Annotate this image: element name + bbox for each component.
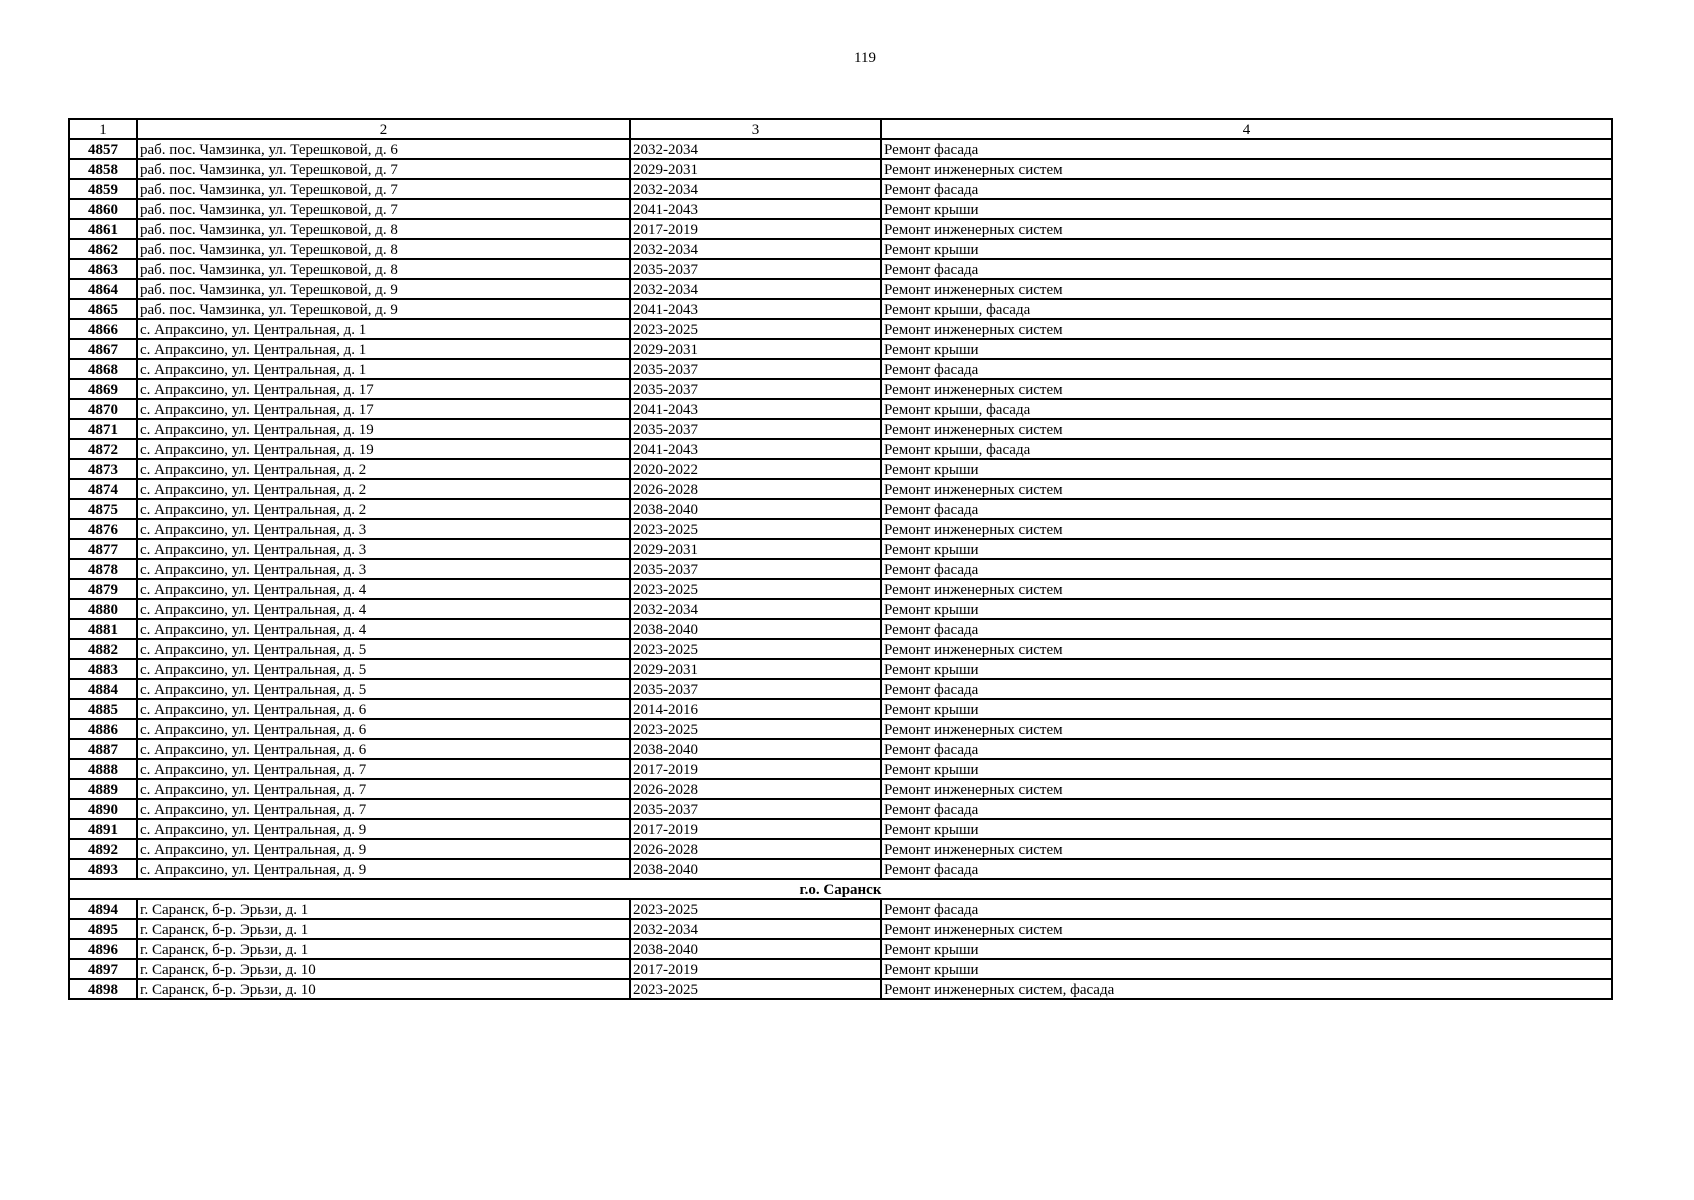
row-number: 4863: [69, 259, 137, 279]
table-row: [69, 539, 1612, 559]
period: 2029-2031: [630, 539, 881, 559]
table-row: [69, 479, 1612, 499]
column-header: 1: [69, 119, 137, 139]
table-row: [69, 439, 1612, 459]
work-type: Ремонт крыши: [881, 819, 1612, 839]
table-row: [69, 519, 1612, 539]
column-header: 2: [137, 119, 630, 139]
row-number: 4864: [69, 279, 137, 299]
row-number: 4884: [69, 679, 137, 699]
period: 2023-2025: [630, 979, 881, 999]
row-number: 4890: [69, 799, 137, 819]
row-number: 4862: [69, 239, 137, 259]
row-number: 4885: [69, 699, 137, 719]
address: г. Саранск, б-р. Эрьзи, д. 10: [137, 979, 630, 999]
address: с. Апраксино, ул. Центральная, д. 4: [137, 619, 630, 639]
table-header-row: [69, 119, 1612, 139]
period: 2020-2022: [630, 459, 881, 479]
period: 2032-2034: [630, 179, 881, 199]
row-number: 4879: [69, 579, 137, 599]
period: 2017-2019: [630, 959, 881, 979]
period: 2026-2028: [630, 479, 881, 499]
period: 2023-2025: [630, 579, 881, 599]
table-row: [69, 619, 1612, 639]
period: 2038-2040: [630, 619, 881, 639]
work-type: Ремонт крыши, фасада: [881, 439, 1612, 459]
period: 2029-2031: [630, 339, 881, 359]
row-number: 4877: [69, 539, 137, 559]
address: раб. пос. Чамзинка, ул. Терешковой, д. 8: [137, 219, 630, 239]
address: с. Апраксино, ул. Центральная, д. 9: [137, 819, 630, 839]
period: 2023-2025: [630, 319, 881, 339]
address: раб. пос. Чамзинка, ул. Терешковой, д. 7: [137, 199, 630, 219]
period: 2032-2034: [630, 239, 881, 259]
period: 2041-2043: [630, 439, 881, 459]
address: с. Апраксино, ул. Центральная, д. 3: [137, 519, 630, 539]
work-type: Ремонт фасада: [881, 179, 1612, 199]
work-type: Ремонт крыши: [881, 759, 1612, 779]
address: с. Апраксино, ул. Центральная, д. 2: [137, 499, 630, 519]
work-type: Ремонт крыши: [881, 659, 1612, 679]
period: 2035-2037: [630, 559, 881, 579]
row-number: 4892: [69, 839, 137, 859]
work-type: Ремонт крыши: [881, 599, 1612, 619]
address: с. Апраксино, ул. Центральная, д. 2: [137, 479, 630, 499]
period: 2032-2034: [630, 599, 881, 619]
period: 2023-2025: [630, 899, 881, 919]
period: 2035-2037: [630, 419, 881, 439]
work-type: Ремонт инженерных систем: [881, 779, 1612, 799]
table-row: [69, 299, 1612, 319]
period: 2035-2037: [630, 359, 881, 379]
work-type: Ремонт крыши: [881, 699, 1612, 719]
table-row: [69, 419, 1612, 439]
row-number: 4898: [69, 979, 137, 999]
address: с. Апраксино, ул. Центральная, д. 3: [137, 559, 630, 579]
table-row: [69, 359, 1612, 379]
work-type: Ремонт крыши: [881, 539, 1612, 559]
address: с. Апраксино, ул. Центральная, д. 1: [137, 359, 630, 379]
work-type: Ремонт инженерных систем: [881, 419, 1612, 439]
table-row: [69, 499, 1612, 519]
table-row: [69, 559, 1612, 579]
row-number: 4883: [69, 659, 137, 679]
period: 2032-2034: [630, 139, 881, 159]
table-row: [69, 239, 1612, 259]
period: 2038-2040: [630, 739, 881, 759]
address: с. Апраксино, ул. Центральная, д. 4: [137, 579, 630, 599]
period: 2041-2043: [630, 299, 881, 319]
row-number: 4886: [69, 719, 137, 739]
section-row: [69, 879, 1612, 899]
period: 2017-2019: [630, 219, 881, 239]
repair-schedule-table: [68, 118, 1613, 1000]
row-number: 4871: [69, 419, 137, 439]
row-number: 4894: [69, 899, 137, 919]
table-row: [69, 899, 1612, 919]
work-type: Ремонт инженерных систем: [881, 579, 1612, 599]
work-type: Ремонт инженерных систем: [881, 919, 1612, 939]
period: 2023-2025: [630, 639, 881, 659]
row-number: 4895: [69, 919, 137, 939]
address: с. Апраксино, ул. Центральная, д. 4: [137, 599, 630, 619]
work-type: Ремонт крыши, фасада: [881, 399, 1612, 419]
address: с. Апраксино, ул. Центральная, д. 19: [137, 439, 630, 459]
table-row: [69, 799, 1612, 819]
address: с. Апраксино, ул. Центральная, д. 6: [137, 699, 630, 719]
work-type: Ремонт фасада: [881, 859, 1612, 879]
table-row: [69, 759, 1612, 779]
table-row: [69, 959, 1612, 979]
work-type: Ремонт фасада: [881, 139, 1612, 159]
work-type: Ремонт инженерных систем: [881, 379, 1612, 399]
row-number: 4891: [69, 819, 137, 839]
work-type: Ремонт фасада: [881, 899, 1612, 919]
table-row: [69, 179, 1612, 199]
table-row: [69, 739, 1612, 759]
period: 2032-2034: [630, 919, 881, 939]
work-type: Ремонт крыши, фасада: [881, 299, 1612, 319]
row-number: 4860: [69, 199, 137, 219]
table-row: [69, 939, 1612, 959]
section-title: г.о. Саранск: [69, 879, 1612, 899]
page-number: 119: [854, 50, 876, 66]
row-number: 4889: [69, 779, 137, 799]
address: с. Апраксино, ул. Центральная, д. 9: [137, 839, 630, 859]
table-row: [69, 979, 1612, 999]
table-row: [69, 399, 1612, 419]
row-number: 4881: [69, 619, 137, 639]
table-row: [69, 339, 1612, 359]
row-number: 4876: [69, 519, 137, 539]
table-row: [69, 159, 1612, 179]
row-number: 4893: [69, 859, 137, 879]
work-type: Ремонт инженерных систем: [881, 719, 1612, 739]
address: с. Апраксино, ул. Центральная, д. 17: [137, 399, 630, 419]
row-number: 4887: [69, 739, 137, 759]
work-type: Ремонт фасада: [881, 799, 1612, 819]
period: 2038-2040: [630, 939, 881, 959]
address: с. Апраксино, ул. Центральная, д. 5: [137, 679, 630, 699]
row-number: 4897: [69, 959, 137, 979]
address: с. Апраксино, ул. Центральная, д. 7: [137, 759, 630, 779]
address: г. Саранск, б-р. Эрьзи, д. 1: [137, 899, 630, 919]
table-body: [69, 119, 1612, 999]
address: с. Апраксино, ул. Центральная, д. 17: [137, 379, 630, 399]
address: г. Саранск, б-р. Эрьзи, д. 1: [137, 939, 630, 959]
address: с. Апраксино, ул. Центральная, д. 5: [137, 659, 630, 679]
table-row: [69, 319, 1612, 339]
table-row: [69, 679, 1612, 699]
address: с. Апраксино, ул. Центральная, д. 7: [137, 799, 630, 819]
work-type: Ремонт инженерных систем: [881, 479, 1612, 499]
period: 2014-2016: [630, 699, 881, 719]
table-row: [69, 259, 1612, 279]
row-number: 4866: [69, 319, 137, 339]
address: с. Апраксино, ул. Центральная, д. 7: [137, 779, 630, 799]
work-type: Ремонт крыши: [881, 199, 1612, 219]
work-type: Ремонт инженерных систем: [881, 279, 1612, 299]
row-number: 4861: [69, 219, 137, 239]
period: 2032-2034: [630, 279, 881, 299]
row-number: 4859: [69, 179, 137, 199]
work-type: Ремонт инженерных систем, фасада: [881, 979, 1612, 999]
table-row: [69, 839, 1612, 859]
table-row: [69, 459, 1612, 479]
address: г. Саранск, б-р. Эрьзи, д. 10: [137, 959, 630, 979]
period: 2038-2040: [630, 859, 881, 879]
work-type: Ремонт инженерных систем: [881, 219, 1612, 239]
period: 2023-2025: [630, 519, 881, 539]
work-type: Ремонт фасада: [881, 619, 1612, 639]
table-row: [69, 659, 1612, 679]
work-type: Ремонт крыши: [881, 959, 1612, 979]
period: 2029-2031: [630, 159, 881, 179]
work-type: Ремонт инженерных систем: [881, 519, 1612, 539]
work-type: Ремонт инженерных систем: [881, 319, 1612, 339]
work-type: Ремонт крыши: [881, 459, 1612, 479]
table-row: [69, 579, 1612, 599]
period: 2041-2043: [630, 399, 881, 419]
address: раб. пос. Чамзинка, ул. Терешковой, д. 7: [137, 179, 630, 199]
row-number: 4882: [69, 639, 137, 659]
period: 2035-2037: [630, 679, 881, 699]
column-header: 4: [881, 119, 1612, 139]
table-row: [69, 819, 1612, 839]
row-number: 4858: [69, 159, 137, 179]
period: 2035-2037: [630, 379, 881, 399]
work-type: Ремонт крыши: [881, 939, 1612, 959]
period: 2029-2031: [630, 659, 881, 679]
address: с. Апраксино, ул. Центральная, д. 5: [137, 639, 630, 659]
address: с. Апраксино, ул. Центральная, д. 1: [137, 339, 630, 359]
table-row: [69, 139, 1612, 159]
address: с. Апраксино, ул. Центральная, д. 6: [137, 739, 630, 759]
address: раб. пос. Чамзинка, ул. Терешковой, д. 7: [137, 159, 630, 179]
address: г. Саранск, б-р. Эрьзи, д. 1: [137, 919, 630, 939]
period: 2035-2037: [630, 259, 881, 279]
table-row: [69, 779, 1612, 799]
work-type: Ремонт фасада: [881, 359, 1612, 379]
row-number: 4865: [69, 299, 137, 319]
work-type: Ремонт крыши: [881, 339, 1612, 359]
address: с. Апраксино, ул. Центральная, д. 2: [137, 459, 630, 479]
address: с. Апраксино, ул. Центральная, д. 3: [137, 539, 630, 559]
row-number: 4872: [69, 439, 137, 459]
period: 2017-2019: [630, 819, 881, 839]
work-type: Ремонт фасада: [881, 679, 1612, 699]
address: раб. пос. Чамзинка, ул. Терешковой, д. 8: [137, 239, 630, 259]
work-type: Ремонт инженерных систем: [881, 839, 1612, 859]
table-row: [69, 639, 1612, 659]
address: с. Апраксино, ул. Центральная, д. 1: [137, 319, 630, 339]
address: раб. пос. Чамзинка, ул. Терешковой, д. 9: [137, 299, 630, 319]
period: 2038-2040: [630, 499, 881, 519]
column-header: 3: [630, 119, 881, 139]
table-row: [69, 919, 1612, 939]
row-number: 4873: [69, 459, 137, 479]
table-row: [69, 599, 1612, 619]
row-number: 4868: [69, 359, 137, 379]
row-number: 4880: [69, 599, 137, 619]
period: 2035-2037: [630, 799, 881, 819]
table-row: [69, 219, 1612, 239]
period: 2041-2043: [630, 199, 881, 219]
row-number: 4875: [69, 499, 137, 519]
work-type: Ремонт фасада: [881, 739, 1612, 759]
work-type: Ремонт фасада: [881, 259, 1612, 279]
row-number: 4874: [69, 479, 137, 499]
address: с. Апраксино, ул. Центральная, д. 19: [137, 419, 630, 439]
row-number: 4867: [69, 339, 137, 359]
table-row: [69, 279, 1612, 299]
work-type: Ремонт фасада: [881, 559, 1612, 579]
table-row: [69, 199, 1612, 219]
address: с. Апраксино, ул. Центральная, д. 9: [137, 859, 630, 879]
work-type: Ремонт инженерных систем: [881, 159, 1612, 179]
table-row: [69, 379, 1612, 399]
period: 2017-2019: [630, 759, 881, 779]
row-number: 4857: [69, 139, 137, 159]
address: с. Апраксино, ул. Центральная, д. 6: [137, 719, 630, 739]
work-type: Ремонт фасада: [881, 499, 1612, 519]
table-row: [69, 719, 1612, 739]
work-type: Ремонт инженерных систем: [881, 639, 1612, 659]
table-row: [69, 699, 1612, 719]
address: раб. пос. Чамзинка, ул. Терешковой, д. 6: [137, 139, 630, 159]
period: 2026-2028: [630, 779, 881, 799]
row-number: 4888: [69, 759, 137, 779]
row-number: 4869: [69, 379, 137, 399]
period: 2023-2025: [630, 719, 881, 739]
table-row: [69, 859, 1612, 879]
row-number: 4896: [69, 939, 137, 959]
row-number: 4878: [69, 559, 137, 579]
period: 2026-2028: [630, 839, 881, 859]
address: раб. пос. Чамзинка, ул. Терешковой, д. 9: [137, 279, 630, 299]
address: раб. пос. Чамзинка, ул. Терешковой, д. 8: [137, 259, 630, 279]
row-number: 4870: [69, 399, 137, 419]
work-type: Ремонт крыши: [881, 239, 1612, 259]
